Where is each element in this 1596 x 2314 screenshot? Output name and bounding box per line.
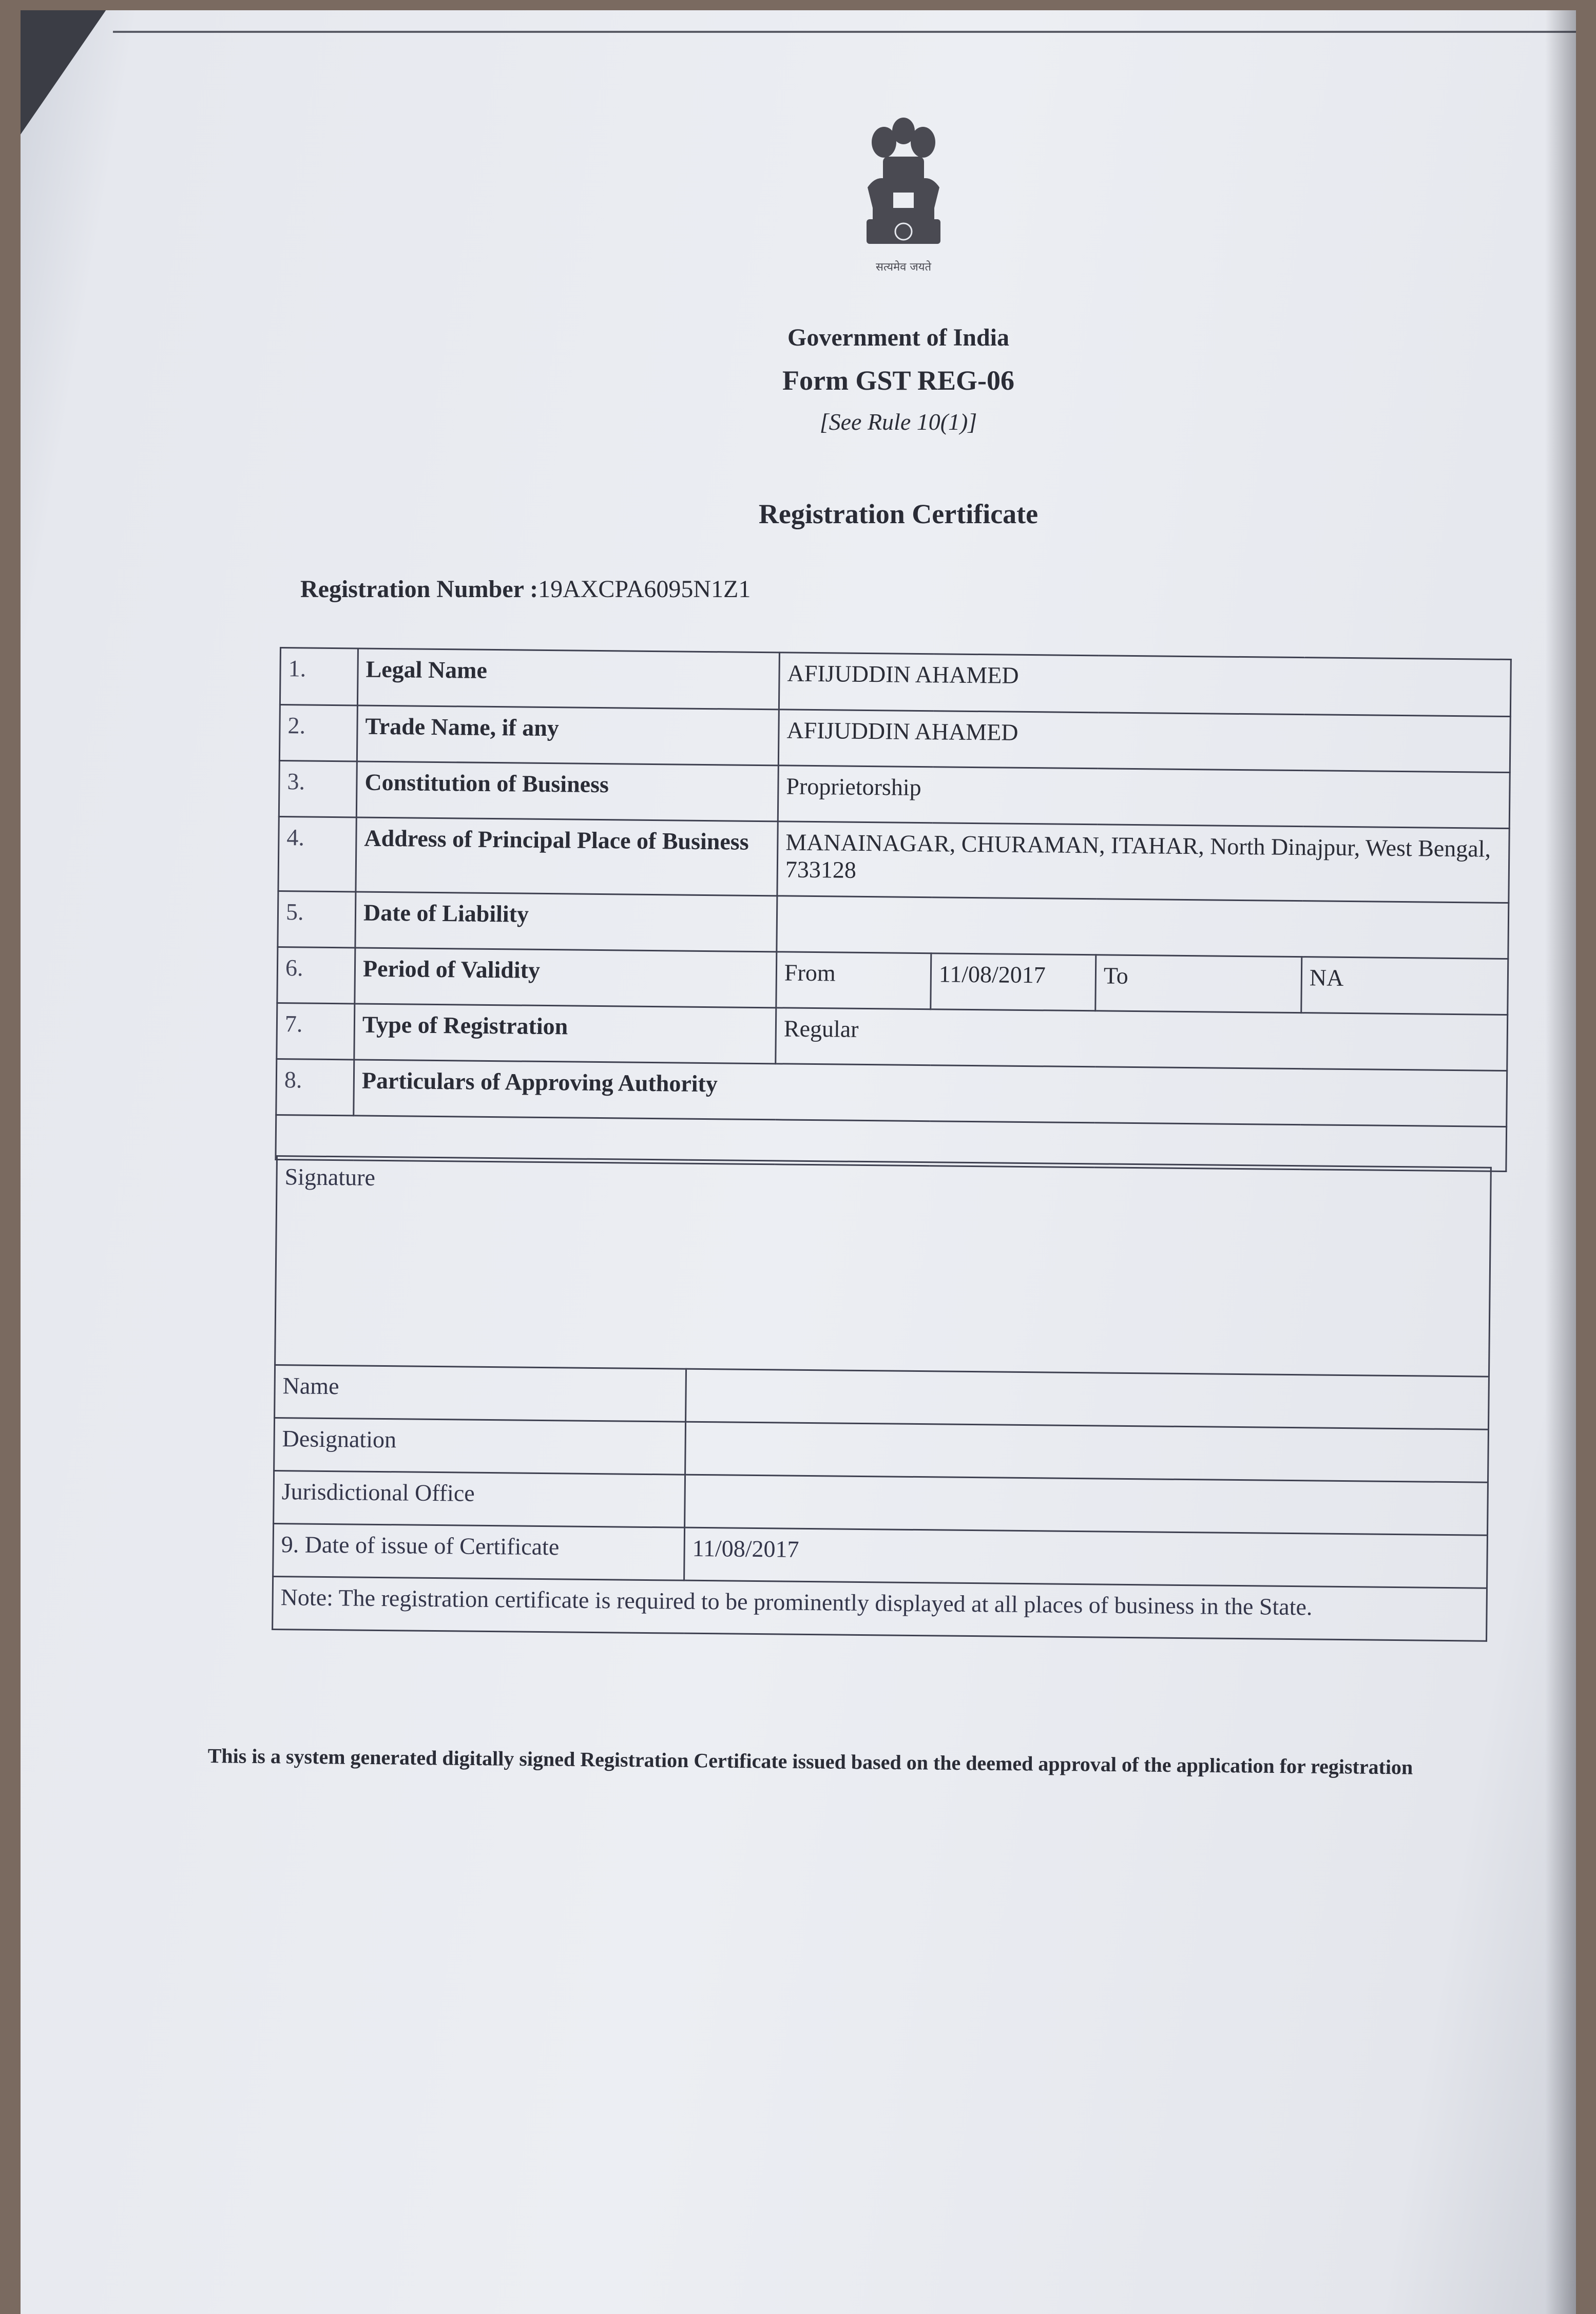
page-edge-shadow [1545, 10, 1576, 2314]
field-label: Constitution of Business [356, 761, 778, 821]
constitution-value: Proprietorship [778, 766, 1510, 829]
top-rule [113, 31, 1576, 33]
designation-value [685, 1422, 1489, 1482]
validity-to-value: NA [1301, 957, 1508, 1015]
row-number: 6. [277, 947, 355, 1003]
validity-from-value: 11/08/2017 [931, 953, 1096, 1011]
field-label: Address of Principal Place of Business [356, 817, 778, 896]
certificate-title: Registration Certificate [758, 499, 1039, 529]
emblem-motto: सत्यमेव जयते [875, 261, 932, 274]
issue-date-label: 9. Date of issue of Certificate [273, 1523, 685, 1580]
issue-date-value: 11/08/2017 [684, 1527, 1488, 1588]
address-value: MANAINAGAR, CHURAMAN, ITAHAR, North Dinajpur, West Bengal, 733128 [777, 821, 1509, 903]
validity-to-label: To [1095, 955, 1302, 1013]
page-fold-shadow [21, 10, 113, 164]
row-number: 4. [278, 816, 356, 891]
system-generated-footer: This is a system generated digitally signed Registration Certificate issued based on the deemed approval of the application for registration [207, 1744, 1413, 1779]
row-number: 1. [280, 648, 358, 705]
signature-area: Signature [275, 1156, 1491, 1377]
registration-number-line [300, 575, 751, 603]
legal-name-value: AFIJUDDIN AHAMED [779, 653, 1511, 717]
field-label: Particulars of Approving Authority [354, 1060, 1507, 1127]
table-row [273, 1576, 1487, 1641]
field-label: Legal Name [357, 648, 779, 710]
table-row [275, 1156, 1491, 1377]
row-number: 2. [279, 705, 357, 761]
field-label: Type of Registration [354, 1004, 776, 1064]
government-heading: Government of India [787, 324, 1009, 351]
form-heading: Form GST REG-06 [782, 365, 1014, 396]
field-label: Period of Validity [355, 948, 777, 1008]
row-number: 7. [277, 1003, 355, 1059]
approving-authority-table [272, 1155, 1492, 1642]
validity-from-label: From [776, 952, 931, 1009]
row-number: 8. [276, 1059, 354, 1115]
registration-type-value: Regular [776, 1008, 1508, 1071]
state-emblem-icon [852, 110, 955, 280]
field-label: Trade Name, if any [357, 705, 779, 766]
date-of-liability-value [777, 896, 1509, 959]
table-row [278, 816, 1509, 903]
rule-reference: [See Rule 10(1)] [819, 409, 977, 435]
registration-number-label: Registration Number : [300, 576, 539, 603]
registration-number-value: 19AXCPA6095N1Z1 [538, 576, 751, 603]
name-value [686, 1369, 1489, 1429]
designation-label: Designation [274, 1418, 686, 1475]
name-label: Name [275, 1365, 686, 1422]
document-page [21, 10, 1576, 2314]
row-number: 3. [279, 761, 357, 817]
jurisdictional-office-label: Jurisdictional Office [274, 1470, 685, 1527]
field-label: Date of Liability [355, 892, 777, 952]
registration-details-table [275, 647, 1511, 1172]
trade-name-value: AFIJUDDIN AHAMED [778, 710, 1510, 773]
row-number: 5. [278, 891, 356, 947]
display-note: Note: The registration certificate is required to be prominently displayed at all places of business in the State. [273, 1576, 1487, 1641]
jurisdictional-office-value [685, 1475, 1488, 1535]
